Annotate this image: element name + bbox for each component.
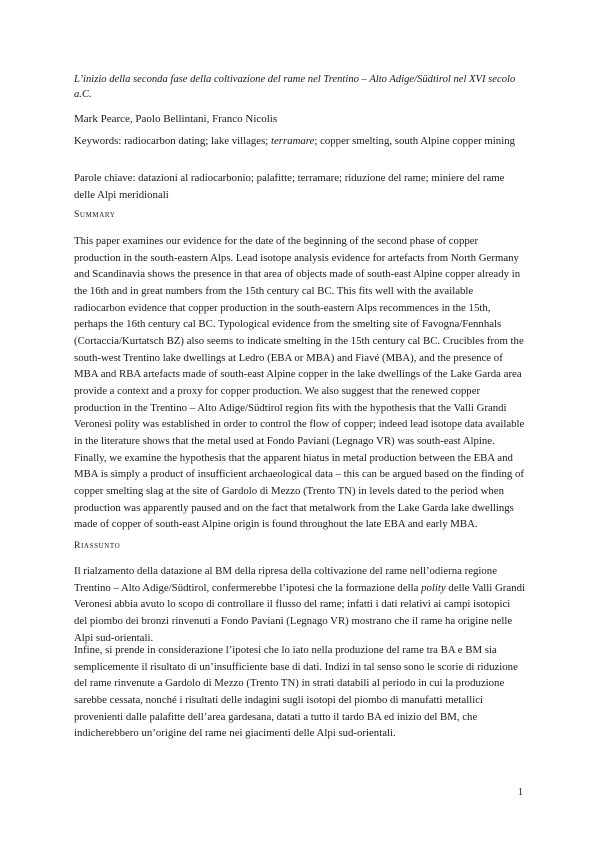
riassunto-heading: Riassunto: [74, 540, 121, 551]
author-list: Mark Pearce, Paolo Bellintani, Franco Nicolis: [74, 113, 278, 125]
riassunto-paragraph-2: Infine, si prende in considerazione l’ipotesi che lo iato nella produzione del rame tra BA e BM sia semplicemente il risultato di un’insufficiente base di dati. Indizi in tal senso sono le scorie di riduzione del rame rinvenute a Gardolo di Mezzo (Trento TN) in strati databili al periodo in cui la produzione sarebbe cessata, nonché i risultati delle indagini sugli isotopi del piombo di manufatti metallici provenienti dalle palafitte dell’area gardesana, datati a tutto il tardo BA ed inizio del BM, che indicherebbero un’origine del rame nei giacimenti delle Alpi sud-orientali.: [74, 644, 518, 740]
keywords-text-end: ; copper smelting, south Alpine copper mining: [314, 135, 516, 147]
paper-title: L’inizio della seconda fase della coltivazione del rame nel Trentino – Alto Adige/Südtirol nel XVI secolo a.C.: [74, 74, 516, 100]
riassunto-p1-italic: polity: [421, 581, 446, 594]
keywords: [74, 133, 524, 150]
parole-chiave: Parole chiave: datazioni al radiocarbonio; palafitte; terramare; riduzione del rame; miniere del rame delle Alpi meridionali: [74, 172, 505, 201]
riassunto-paragraph-1: [74, 563, 526, 646]
summary-paragraph: This paper examines our evidence for the date of the beginning of the second phase of copper production in the south-eastern Alps. Lead isotope analysis evidence for artefacts from North Germany and Scandinavia shows the presence in that area of objects made of south-east Alpine copper already in the 16th and in great numbers from the 15th century cal BC. This fits well with the available radiocarbon evidence that copper production in the south-eastern Alps recommences in the 15th, perhaps the 16th century cal BC. Typological evidence from the smelting site of Favogna/Fennhals (Cortaccia/Kurtatsch BZ) also seems to indicate smelting in the 15th century cal BC. Crucibles from the south-west Trentino lake dwellings at Ledro (EBA or MBA) and Fiavé (MBA), and the presence of MBA and RBA artefacts made of south-east Alpine copper in the lake dwellings of the Lake Garda area provide a context and a proxy for copper production. We also suggest that the renewed copper production in the Trentino – Alto Adige/Südtirol region fits with the hypothesis that the Valli Grandi Veronesi polity was established in order to control the flow of copper; indeed lead isotope data available in the literature shows that the metal used at Fondo Paviani (Legnago VR) was south-east Alpine. Finally, we examine the hypothesis that the apparent hiatus in metal production between the EBA and MBA is simply a product of insufficient archaeological data – this can be argued based on the finding of copper smelting slag at the site of Gardolo di Mezzo (Trento TN) in levels dated to the period when production was apparently paused and on the fact that metalwork from the Lake Garda lake dwellings made of copper of south-east Alpine origin is found throughout the late EBA and early MBA.: [74, 235, 525, 531]
keywords-italic-term: terramare: [271, 135, 315, 147]
page-number: 1: [518, 787, 523, 798]
summary-heading: Summary: [74, 209, 116, 220]
keywords-text-start: Keywords: radiocarbon dating; lake villages;: [74, 135, 271, 147]
riassunto-p1-end: delle Valli Grandi Veronesi abbia avuto lo scopo di controllare il flusso del rame; infatti i dati relativi ai campi isotopici del piombo dei bronzi rinvenuti a Fondo Paviani (Legnago VR) mostrano che il rame ha origine nelle Alpi sud-orientali.: [74, 581, 525, 644]
riassunto-p1-start: Il rialzamento della datazione al BM della ripresa della coltivazione del rame nell’odierna regione Trentino – Alto Adige/Südtirol, confermerebbe l’ipotesi che la formazione della: [74, 565, 497, 594]
